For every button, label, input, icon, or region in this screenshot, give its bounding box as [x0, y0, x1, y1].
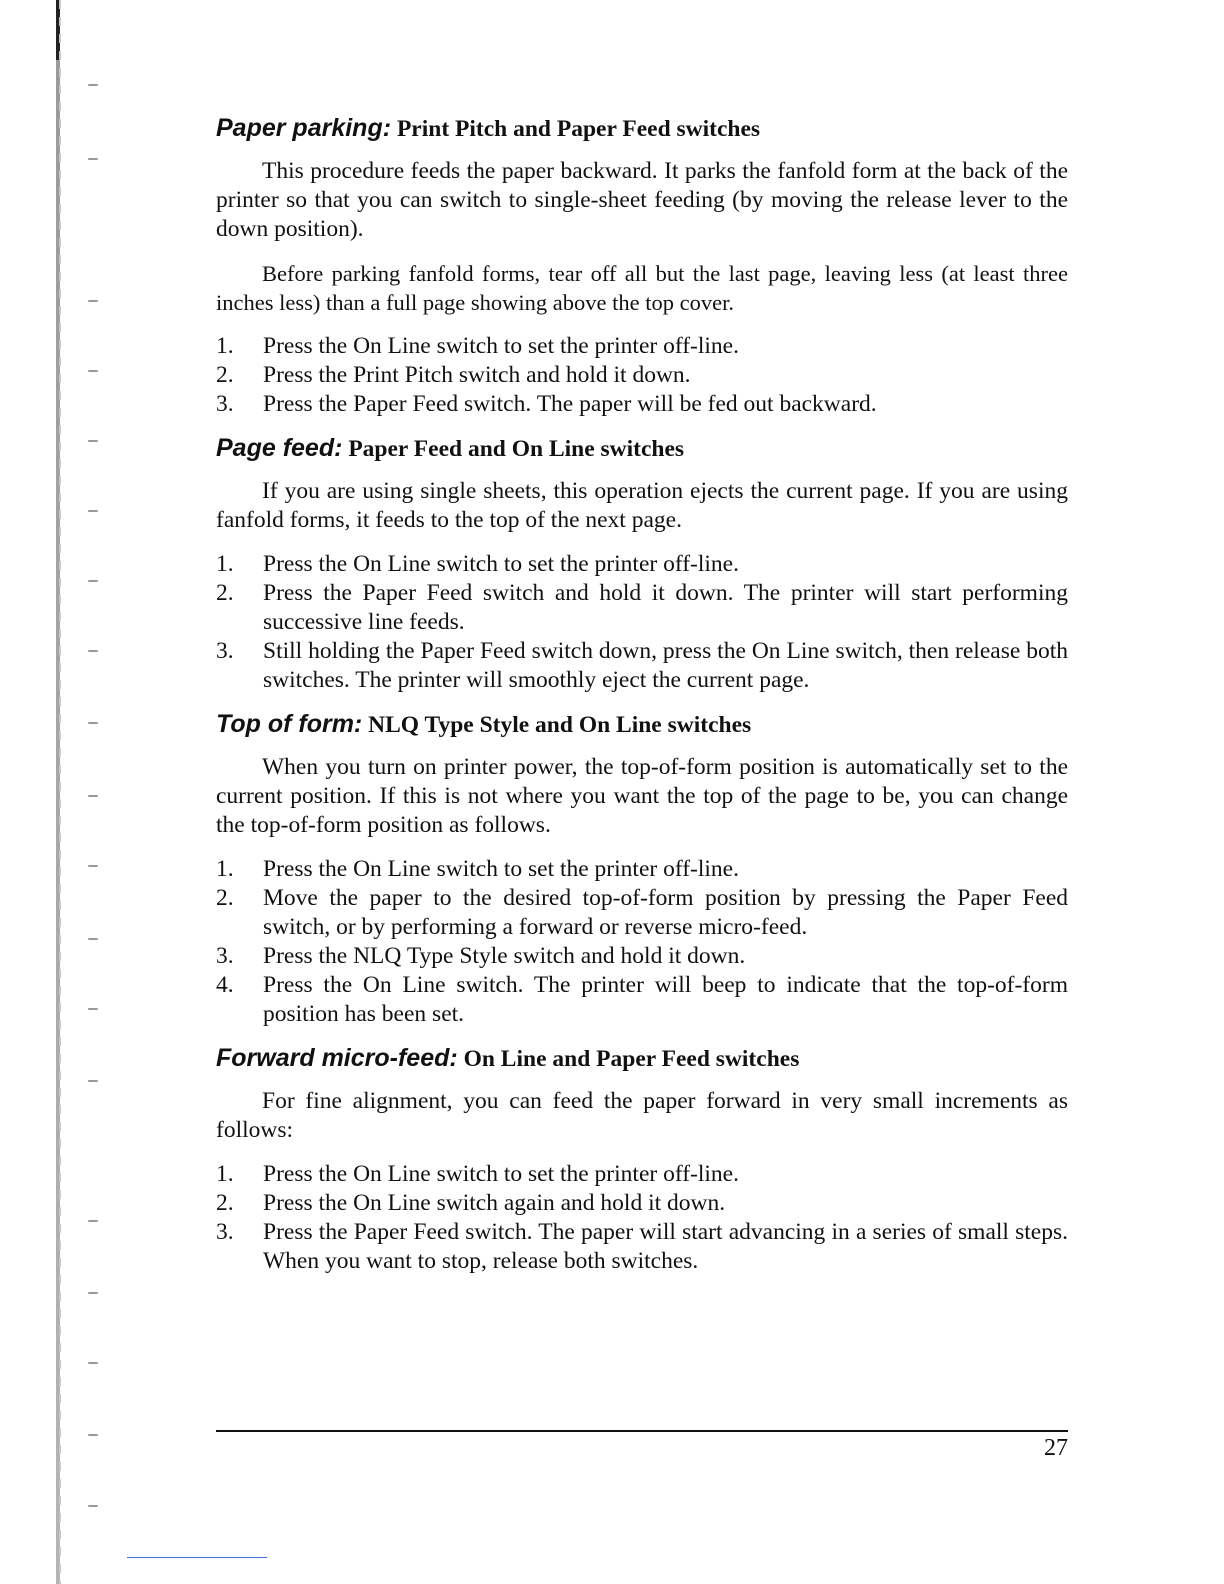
manual-page	[216, 112, 1068, 1289]
heading-switches: Print Pitch and Paper Feed switches	[396, 116, 761, 142]
step-text: Press the Paper Feed switch. The paper will be fed out backward.	[263, 391, 877, 417]
page-number: 27	[1044, 1435, 1068, 1461]
list-item	[216, 1160, 1068, 1189]
footer-rule	[216, 1430, 1068, 1432]
step-number: 1.	[216, 333, 234, 359]
step-number: 1.	[216, 551, 234, 577]
step-list	[216, 332, 1068, 419]
step-number: 2.	[216, 362, 234, 388]
heading-label: Page feed:	[216, 434, 343, 462]
step-text: Press the NLQ Type Style switch and hold it down.	[263, 943, 746, 969]
section-heading	[216, 112, 1068, 145]
step-text: Press the On Line switch again and hold it down.	[263, 1190, 726, 1216]
list-item	[216, 1218, 1068, 1276]
list-item	[216, 884, 1068, 942]
step-text: Press the On Line switch to set the printer off-line.	[263, 551, 739, 577]
list-item	[216, 332, 1068, 361]
list-item	[216, 550, 1068, 579]
step-text: Press the On Line switch to set the printer off-line.	[263, 856, 739, 882]
step-text: Press the Paper Feed switch and hold it down. The printer will start performing successive line feeds.	[263, 580, 1068, 635]
paragraph: If you are using single sheets, this operation ejects the current page. If you are using fanfold forms, it feeds to the top of the next page.	[216, 478, 1068, 533]
paragraph: For fine alignment, you can feed the paper forward in very small increments as follows:	[216, 1088, 1068, 1143]
section-paper-parking	[216, 112, 1068, 419]
step-text: Move the paper to the desired top-of-form position by pressing the Paper Feed switch, or by performing a forward or reverse micro-feed.	[263, 885, 1068, 940]
section-page-feed	[216, 432, 1068, 695]
section-heading	[216, 708, 1068, 741]
paragraph: Before parking fanfold forms, tear off all but the last page, leaving less (at least three inches less) than a full page showing above the top cover.	[216, 261, 1068, 315]
step-number: 3.	[216, 943, 234, 969]
step-number: 1.	[216, 856, 234, 882]
list-item	[216, 637, 1068, 695]
scan-artifact-line	[127, 1557, 267, 1558]
section-heading	[216, 1042, 1068, 1075]
step-text: Press the Paper Feed switch. The paper will start advancing in a series of small steps. When you want to stop, release both switches.	[263, 1219, 1068, 1274]
step-number: 3.	[216, 638, 234, 664]
step-text: Press the On Line switch to set the printer off-line.	[263, 333, 739, 359]
step-number: 1.	[216, 1161, 234, 1187]
heading-label: Forward micro-feed:	[216, 1044, 458, 1072]
step-number: 3.	[216, 1219, 234, 1245]
list-item	[216, 390, 1068, 419]
list-item	[216, 1189, 1068, 1218]
heading-switches: NLQ Type Style and On Line switches	[368, 712, 752, 738]
step-number: 2.	[216, 580, 234, 606]
list-item	[216, 942, 1068, 971]
step-list	[216, 855, 1068, 1029]
step-text: Press the On Line switch. The printer will beep to indicate that the top-of-form position has been set.	[263, 972, 1068, 1027]
step-text: Still holding the Paper Feed switch down, press the On Line switch, then release both switches. The printer will smoothly eject the current page.	[263, 638, 1068, 693]
list-item	[216, 579, 1068, 637]
step-number: 4.	[216, 972, 234, 998]
step-text: Press the On Line switch to set the printer off-line.	[263, 1161, 739, 1187]
list-item	[216, 855, 1068, 884]
paragraph: This procedure feeds the paper backward. It parks the fanfold form at the back of the printer so that you can switch to single-sheet feeding (by moving the release lever to the down position).	[216, 158, 1068, 242]
section-heading	[216, 432, 1068, 465]
step-text: Press the Print Pitch switch and hold it down.	[263, 362, 691, 388]
step-list	[216, 1160, 1068, 1276]
binding-edge	[56, 0, 60, 1584]
heading-label: Top of form:	[216, 710, 363, 738]
heading-switches: On Line and Paper Feed switches	[463, 1046, 800, 1072]
heading-label: Paper parking:	[216, 114, 392, 142]
step-number: 2.	[216, 1190, 234, 1216]
list-item	[216, 361, 1068, 390]
step-list	[216, 550, 1068, 695]
step-number: 3.	[216, 391, 234, 417]
paragraph: When you turn on printer power, the top-of-form position is automatically set to the current position. If this is not where you want the top of the page to be, you can change the top-of-form position as follows.	[216, 754, 1068, 838]
heading-switches: Paper Feed and On Line switches	[348, 436, 685, 462]
section-top-of-form	[216, 708, 1068, 1029]
list-item	[216, 971, 1068, 1029]
section-forward-micro-feed	[216, 1042, 1068, 1276]
step-number: 2.	[216, 885, 234, 911]
